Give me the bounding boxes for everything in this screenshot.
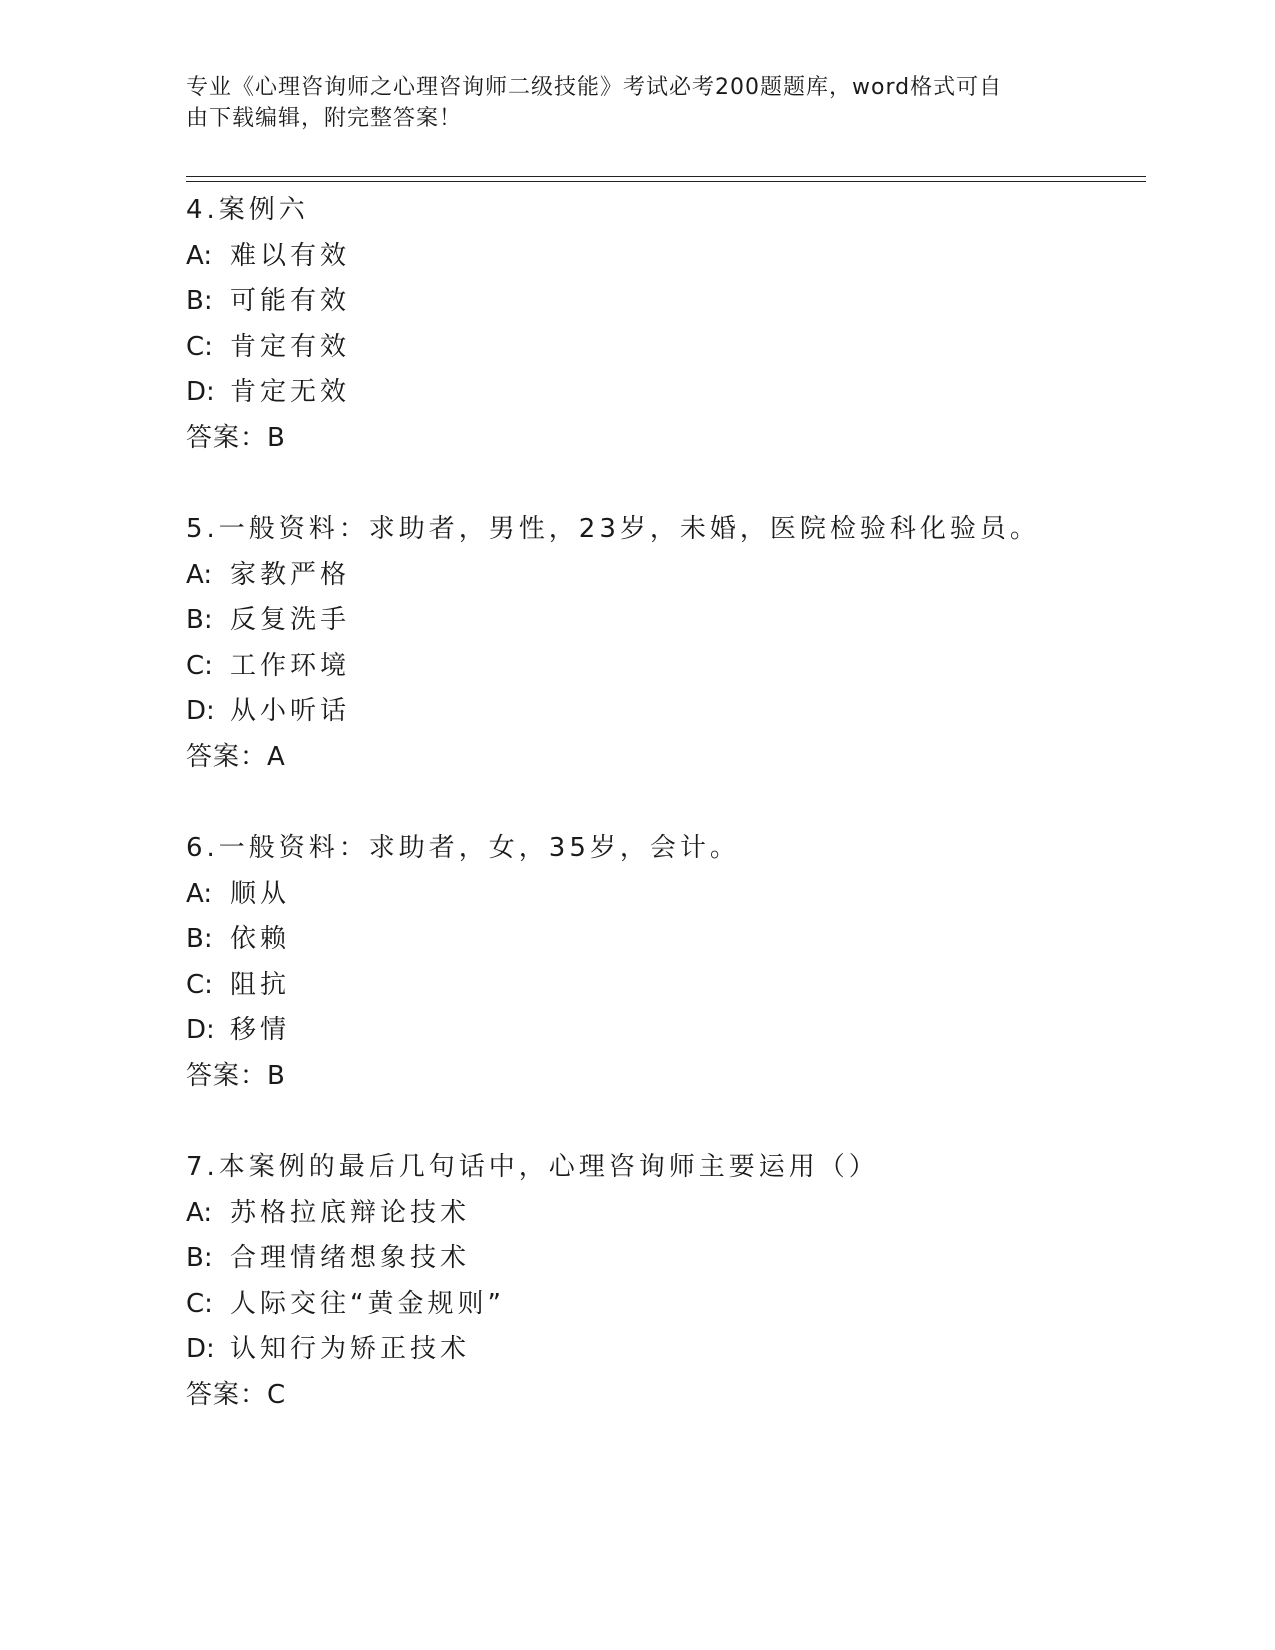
- option-letter: B:: [186, 286, 213, 316]
- option-a: [186, 1191, 1146, 1237]
- option-b: [186, 279, 1146, 325]
- option-letter: C:: [186, 650, 213, 681]
- option-text: 反复洗手: [230, 605, 351, 635]
- option-text: 人际交往“黄金规则”: [230, 1288, 505, 1319]
- option-text: 难以有效: [230, 240, 351, 271]
- option-text: 从小听话: [230, 696, 351, 726]
- option-a: [186, 234, 1146, 280]
- header-line-1: 专业《心理咨询师之心理咨询师二级技能》考试必考200题题库，word格式可自: [186, 75, 1003, 100]
- option-c: [186, 1282, 1146, 1328]
- option-c: [186, 644, 1146, 690]
- option-letter: D:: [186, 696, 215, 726]
- option-d: [186, 370, 1146, 416]
- option-letter: B:: [186, 605, 213, 635]
- option-letter: A:: [186, 1197, 213, 1228]
- answer-line: 答案：A: [186, 741, 286, 772]
- option-text: 苏格拉底辩论技术: [230, 1197, 471, 1228]
- option-letter: B:: [186, 924, 213, 954]
- header-divider-bottom: [186, 181, 1146, 182]
- document-header: [186, 72, 1066, 134]
- option-letter: C:: [186, 331, 213, 362]
- option-text: 认知行为矫正技术: [230, 1334, 471, 1364]
- option-text: 工作环境: [230, 650, 351, 681]
- option-letter: D:: [186, 377, 215, 407]
- option-text: 顺从: [230, 878, 291, 909]
- option-text: 可能有效: [230, 286, 351, 316]
- option-letter: D:: [186, 1334, 215, 1364]
- question-title: 4.案例六: [186, 195, 309, 225]
- option-a: [186, 872, 1146, 918]
- option-b: [186, 598, 1146, 644]
- answer-line: 答案：B: [186, 1060, 286, 1091]
- option-letter: B:: [186, 1243, 213, 1273]
- header-divider-top: [186, 176, 1146, 177]
- option-text: 合理情绪想象技术: [230, 1243, 471, 1273]
- option-c: [186, 963, 1146, 1009]
- option-text: 依赖: [230, 924, 291, 954]
- option-letter: C:: [186, 1288, 213, 1319]
- question-title: 7.本案例的最后几句话中，心理咨询师主要运用（）: [186, 1152, 879, 1182]
- question-7: [186, 1145, 1146, 1418]
- option-text: 肯定无效: [230, 377, 351, 407]
- option-letter: A:: [186, 240, 213, 271]
- option-d: [186, 1008, 1146, 1054]
- option-text: 家教严格: [230, 559, 351, 590]
- option-a: [186, 553, 1146, 599]
- option-text: 移情: [230, 1015, 291, 1045]
- answer-line: 答案：C: [186, 1379, 287, 1410]
- option-b: [186, 917, 1146, 963]
- question-title: 5.一般资料：求助者，男性，23岁，未婚，医院检验科化验员。: [186, 514, 1040, 544]
- question-list: [186, 188, 1146, 1464]
- answer-line: 答案：B: [186, 422, 286, 453]
- question-6: [186, 826, 1146, 1099]
- option-text: 阻抗: [230, 969, 291, 1000]
- option-b: [186, 1236, 1146, 1282]
- question-title: 6.一般资料：求助者，女，35岁，会计。: [186, 833, 740, 863]
- option-letter: A:: [186, 878, 213, 909]
- option-letter: D:: [186, 1015, 215, 1045]
- option-d: [186, 689, 1146, 735]
- option-letter: C:: [186, 969, 213, 1000]
- question-4: [186, 188, 1146, 461]
- header-line-2: 由下载编辑，附完整答案！: [186, 106, 463, 131]
- option-d: [186, 1327, 1146, 1373]
- question-5: [186, 507, 1146, 780]
- option-letter: A:: [186, 559, 213, 590]
- option-text: 肯定有效: [230, 331, 351, 362]
- option-c: [186, 325, 1146, 371]
